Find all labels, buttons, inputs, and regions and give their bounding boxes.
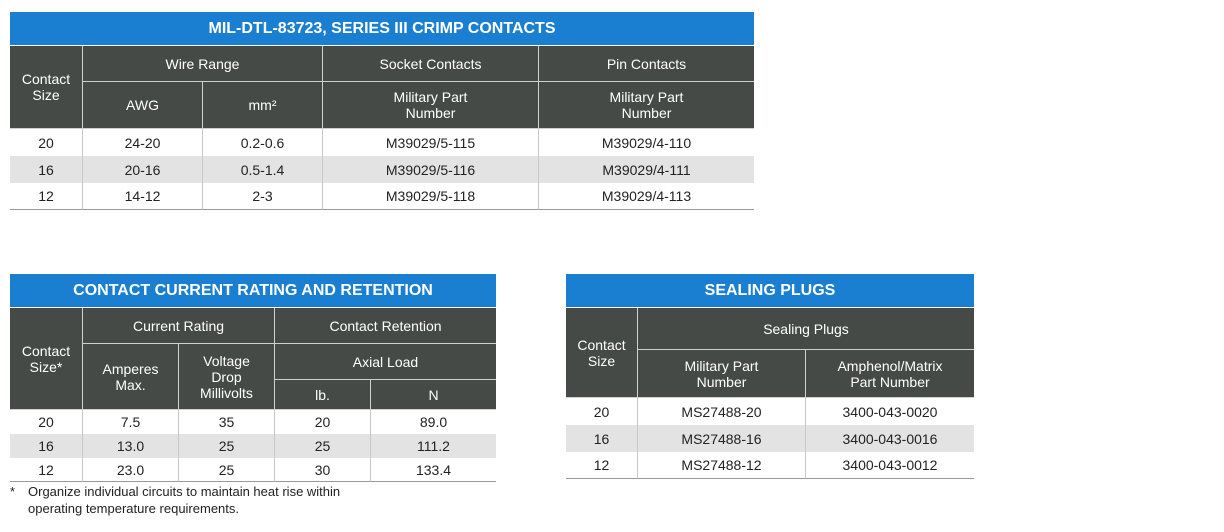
table-cell: 25 [275, 434, 371, 458]
crimp-contacts-body [10, 129, 754, 210]
footnote-text: Organize individual circuits to maintain heat rise within operating temperature requirements. [28, 484, 341, 516]
col-mm2: mm² [203, 82, 323, 129]
table-cell: 3400-043-0016 [806, 425, 974, 452]
col-newtons: N [371, 380, 496, 410]
sealing-plugs-body [566, 398, 974, 479]
col-lb: lb. [275, 380, 371, 410]
table-cell: M39029/5-115 [323, 129, 539, 156]
table-cell: 7.5 [83, 410, 179, 434]
table-cell: 0.5-1.4 [203, 156, 323, 183]
col-contact-retention: Contact Retention [275, 308, 496, 344]
sealing-plugs-title: SEALING PLUGS [566, 274, 974, 308]
table-cell: 12 [10, 458, 83, 482]
crimp-contacts-title: MIL-DTL-83723, SERIES III CRIMP CONTACTS [10, 12, 754, 46]
col-socket-part-number: Military Part Number [323, 82, 539, 129]
table-cell: 13.0 [83, 434, 179, 458]
col-axial-load: Axial Load [275, 344, 496, 380]
col-amperes-max: Amperes Max. [83, 344, 179, 410]
table-cell: 89.0 [419, 414, 448, 430]
current-rating-table [10, 274, 496, 482]
col-military-part-number: Military Part Number [638, 350, 806, 398]
table-cell: 16 [566, 425, 638, 452]
table-cell: 111.2 [371, 434, 496, 458]
table-cell: M39029/4-113 [539, 183, 754, 210]
table-cell: 25 [179, 458, 275, 482]
col-pin-contacts: Pin Contacts [539, 46, 754, 82]
table-cell: M39029/4-110 [601, 134, 692, 151]
col-awg: AWG [83, 82, 203, 129]
col-contact-size: Contact Size* [10, 308, 83, 410]
table-cell: M39029/4-111 [539, 156, 754, 183]
col-pin-part-number: Military Part Number [539, 82, 754, 129]
table-cell: 20 [566, 398, 638, 425]
table-cell: 24-20 [83, 129, 203, 156]
table-cell: 3400-043-0020 [842, 403, 938, 420]
table-cell: 12 [566, 452, 638, 479]
table-cell: 20-16 [83, 156, 203, 183]
current-rating-title: CONTACT CURRENT RATING AND RETENTION [10, 274, 496, 308]
table-cell: 20 [10, 410, 83, 434]
table-cell: M39029/5-116 [323, 156, 539, 183]
table-cell: 12 [10, 183, 83, 210]
table-cell: 0.2-0.6 [203, 129, 323, 156]
current-rating-header [10, 308, 496, 410]
table-cell: 20 [10, 129, 83, 156]
table-cell: 30 [275, 458, 371, 482]
footnote [10, 483, 388, 517]
col-contact-size: Contact Size [566, 308, 638, 398]
table-cell: 16 [10, 156, 83, 183]
col-amphenol-part-number: Amphenol/Matrix Part Number [806, 350, 974, 398]
crimp-contacts-header [10, 46, 754, 129]
col-sealing-plugs: Sealing Plugs [638, 308, 974, 350]
table-cell: 20 [275, 410, 371, 434]
col-voltage-drop: Voltage Drop Millivolts [179, 344, 275, 410]
table-cell: 25 [179, 434, 275, 458]
table-cell: 23.0 [83, 458, 179, 482]
table-cell: 14-12 [83, 183, 203, 210]
col-socket-contacts: Socket Contacts [323, 46, 539, 82]
sealing-plugs-table [566, 274, 974, 479]
table-cell: MS27488-16 [638, 425, 806, 452]
table-cell: 3400-043-0012 [806, 452, 974, 479]
current-rating-body [10, 410, 496, 482]
table-cell: M39029/5-118 [323, 183, 539, 210]
footnote-mark: * [10, 484, 16, 499]
table-cell: 133.4 [371, 458, 496, 482]
col-current-rating: Current Rating [83, 308, 275, 344]
col-wire-range: Wire Range [83, 46, 323, 82]
col-contact-size: Contact Size [10, 46, 83, 129]
sealing-plugs-header [566, 308, 974, 398]
table-cell: 2-3 [203, 183, 323, 210]
table-cell: MS27488-20 [638, 398, 806, 425]
table-cell: 16 [10, 434, 83, 458]
crimp-contacts-table [10, 12, 754, 210]
table-cell: 35 [179, 410, 275, 434]
table-cell: MS27488-12 [638, 452, 806, 479]
